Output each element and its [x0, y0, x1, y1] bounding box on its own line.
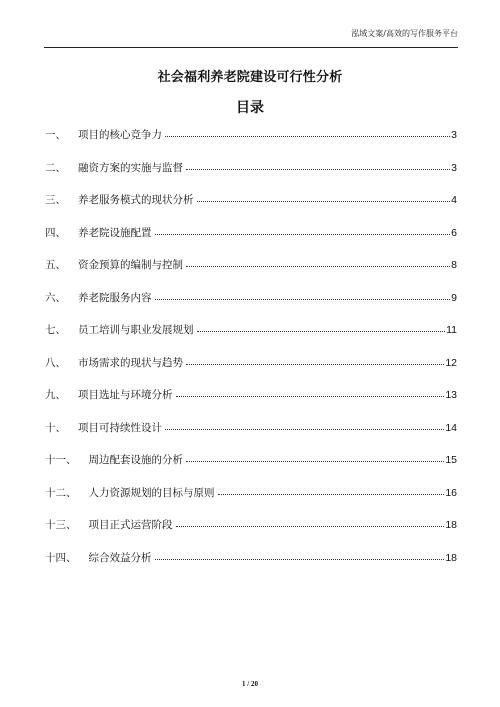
toc-entry-title: 养老服务模式的现状分析 — [78, 194, 194, 206]
toc-entry-page: 6 — [451, 226, 457, 239]
toc-entry-title: 项目选址与环境分析 — [78, 389, 173, 401]
toc-entry-number: 二、 — [45, 161, 66, 174]
toc-entry-title: 项目可持续性设计 — [78, 421, 162, 434]
toc-dot-leader — [165, 420, 444, 430]
toc-entry-page: 12 — [445, 356, 457, 369]
toc-entry-page: 15 — [445, 454, 457, 466]
toc-dot-leader — [186, 355, 444, 365]
toc-dot-leader — [197, 192, 451, 202]
toc-dot-leader — [176, 387, 445, 397]
toc-entry[interactable] — [45, 226, 457, 239]
table-of-contents — [45, 128, 457, 583]
toc-entry-number: 三、 — [45, 194, 66, 206]
toc-entry-number: 四、 — [45, 226, 66, 239]
document-title: 社会福利养老院建设可行性分析 — [157, 70, 343, 85]
toc-entry-number: 十四、 — [45, 551, 77, 564]
toc-entry-page: 4 — [451, 194, 457, 206]
toc-entry-page: 14 — [445, 421, 457, 434]
toc-entry-title: 项目的核心竞争力 — [78, 129, 162, 141]
toc-entry[interactable] — [45, 453, 457, 466]
toc-entry-page: 18 — [445, 519, 457, 531]
toc-dot-leader — [176, 517, 445, 527]
toc-entry-page: 9 — [451, 291, 457, 304]
toc-entry-title: 资金预算的编制与控制 — [78, 259, 183, 271]
toc-entry-page: 3 — [451, 129, 457, 141]
page-number: 1 / 20 — [242, 680, 258, 688]
toc-dot-leader — [155, 550, 445, 560]
toc-entry[interactable] — [45, 128, 457, 141]
toc-entry[interactable] — [45, 258, 457, 271]
toc-entry[interactable] — [45, 388, 457, 401]
toc-dot-leader — [186, 257, 450, 267]
toc-entry-title: 养老院设施配置 — [78, 226, 152, 239]
toc-entry-page: 16 — [445, 486, 457, 499]
toc-entry-title: 周边配套设施的分析 — [88, 454, 183, 466]
toc-entry-number: 六、 — [45, 291, 66, 304]
toc-dot-leader — [186, 452, 444, 462]
toc-entry[interactable] — [45, 421, 457, 434]
toc-entry-number: 九、 — [45, 389, 66, 401]
toc-dot-leader — [197, 322, 446, 332]
toc-entry-number: 七、 — [45, 324, 66, 336]
toc-entry-number: 十、 — [45, 421, 66, 434]
toc-dot-leader — [155, 290, 451, 300]
toc-dot-leader — [186, 160, 450, 170]
toc-entry[interactable] — [45, 193, 457, 206]
toc-entry-title: 项目正式运营阶段 — [88, 519, 173, 531]
header-text: 泓域文案/高效的写作服务平台 — [351, 29, 458, 38]
toc-entry[interactable] — [45, 356, 457, 369]
toc-entry[interactable] — [45, 291, 457, 304]
toc-entry-title: 综合效益分析 — [88, 551, 152, 564]
toc-dot-leader — [155, 225, 451, 235]
toc-entry[interactable] — [45, 486, 457, 499]
toc-entry-page: 11 — [446, 324, 457, 336]
toc-entry-number: 十二、 — [45, 486, 77, 499]
toc-entry-title: 市场需求的现状与趋势 — [78, 356, 183, 369]
toc-entry-page: 3 — [451, 161, 457, 174]
toc-entry-title: 人力资源规划的目标与原则 — [88, 486, 215, 499]
toc-entry-page: 13 — [445, 389, 457, 401]
toc-entry-page: 18 — [445, 551, 457, 564]
toc-entry-number: 十一、 — [45, 454, 77, 466]
toc-entry-number: 五、 — [45, 259, 66, 271]
toc-entry-number: 八、 — [45, 356, 66, 369]
toc-entry-page: 8 — [451, 259, 457, 271]
toc-dot-leader — [218, 485, 445, 495]
toc-entry-title: 员工培训与职业发展规划 — [78, 324, 194, 336]
toc-entry-number: 一、 — [45, 129, 66, 141]
toc-entry[interactable] — [45, 551, 457, 564]
toc-entry[interactable] — [45, 518, 457, 531]
toc-dot-leader — [165, 127, 450, 137]
toc-entry[interactable] — [45, 323, 457, 336]
toc-entry-title: 融资方案的实施与监督 — [78, 161, 183, 174]
header-divider — [44, 47, 458, 48]
toc-heading: 目录 — [236, 100, 264, 116]
toc-entry[interactable] — [45, 161, 457, 174]
toc-entry-title: 养老院服务内容 — [78, 291, 152, 304]
toc-entry-number: 十三、 — [45, 519, 77, 531]
